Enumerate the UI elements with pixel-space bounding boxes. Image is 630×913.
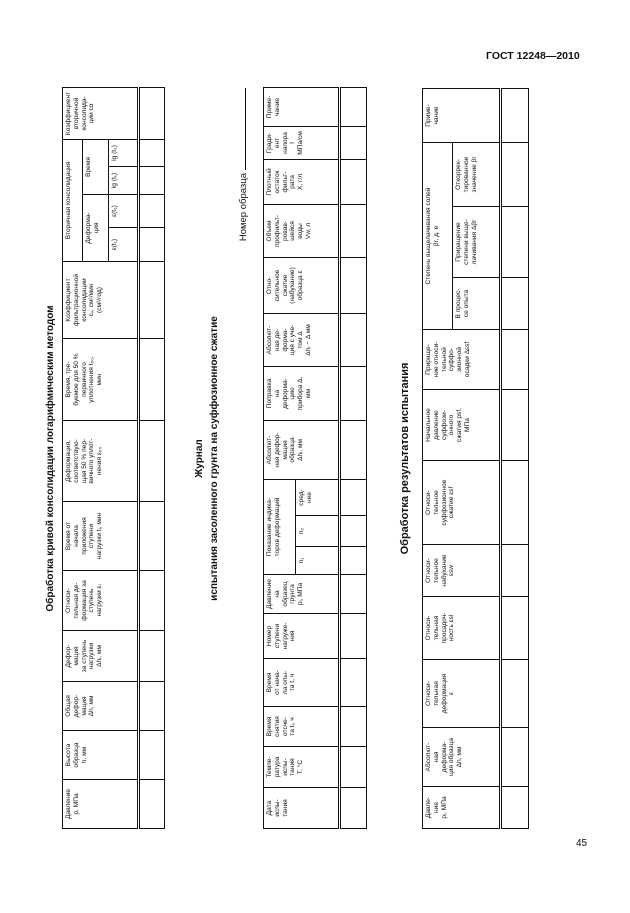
col-eps-t1: ε(t₁) (109, 228, 139, 262)
data-cell (139, 262, 165, 339)
data-cell (340, 479, 367, 515)
data-cell (340, 366, 367, 420)
col-sample-height: Высота образца h, мм (63, 731, 139, 780)
sample-number-label: Номер образца (238, 173, 249, 242)
results-title: Обработка результатов испытания (399, 362, 411, 555)
data-cell (340, 204, 367, 257)
col-note: Приме- чание (423, 88, 501, 142)
col-absolute-deformation: Абсолют- ная дефор- мация образца Δhᵢ, мм (264, 420, 340, 479)
data-cell (501, 461, 529, 545)
col-during-test: В процес- се опыта (453, 278, 501, 330)
sample-number-blank (236, 88, 246, 170)
consolidation-table (62, 87, 165, 829)
data-cell (501, 278, 529, 330)
data-cell (501, 88, 529, 142)
journal-table (263, 87, 367, 829)
col-pressure: Давление p, МПа (63, 780, 139, 829)
data-cell (340, 313, 367, 366)
data-cell (139, 139, 165, 166)
data-cell (340, 659, 367, 707)
col-n1: n₁ (296, 547, 340, 575)
col-lg-t1: lg (t₁) (109, 167, 139, 195)
col-average: сред- нее (296, 479, 340, 515)
journal-subtitle: испытания засоленного грунта на суффозионное сжатие (209, 316, 220, 601)
col-corrected-value: Откоррек- тированное значение βr (453, 142, 501, 206)
col-secondary-coefficient: Коэффициент вторичной консолида- ции cα (63, 87, 139, 139)
data-cell (340, 159, 367, 204)
col-note: Приме- чание (264, 87, 340, 126)
data-cell (139, 571, 165, 631)
data-cell (501, 728, 529, 787)
col-relative-step-deformation: Относи- тельная де- формация за ступень нагрузки εᵢ (63, 571, 139, 631)
col-n2: n₂ (296, 516, 340, 547)
col-dry-residue: Плотный остаток фильт- рата X, г/л (264, 159, 340, 204)
table-row (340, 87, 367, 828)
data-cell (139, 195, 165, 228)
consolidation-table-wrap (62, 88, 165, 829)
table-row (501, 88, 529, 828)
data-cell (340, 747, 367, 788)
col-leaching-increment: Приращение степени выще- лачивания Δβr (453, 207, 501, 278)
col-temperature: Темпе- ратура испы- тания T, °C (264, 747, 340, 788)
data-cell (340, 126, 367, 159)
col-eps-t2: ε(t₂) (109, 195, 139, 228)
data-cell (340, 707, 367, 747)
data-cell (139, 780, 165, 829)
data-cell (501, 660, 529, 728)
col-reading-time: Время снятия отсче- та tᵢ, ч (264, 707, 340, 747)
results-table-wrap (422, 88, 529, 829)
table-row (139, 87, 165, 828)
col-device-correction: Поправка на деформа- цию прибора Δ, мм (264, 366, 340, 420)
col-lg-t2: lg (t₂) (109, 139, 139, 166)
data-cell (340, 614, 367, 659)
data-cell (340, 575, 367, 614)
col-absolute-deformation: Абсолют- ная деформа- ция образца Δh, мм (423, 728, 501, 787)
standard-number: ГОСТ 12248—2010 (486, 50, 580, 62)
data-cell (501, 207, 529, 278)
col-pressure: Давле- ние pᵢ, МПа (423, 787, 501, 829)
sample-number-field (236, 88, 250, 829)
data-cell (340, 516, 367, 547)
data-cell (340, 257, 367, 313)
col-relative-swelling: Относи- тельное набухание εsw (423, 545, 501, 597)
data-cell (139, 228, 165, 262)
col-time-from-load: Время от начала приложения ступени нагрузки tᵢ, мин (63, 502, 139, 571)
col-relative-deformation: Относи- тельная деформация ε (423, 660, 501, 728)
data-cell (139, 339, 165, 421)
data-cell (501, 787, 529, 829)
journal-table-wrap (263, 88, 367, 829)
col-suffosion-settlement-increment: Прираще- ние относи- тельной суффо- зионной осадки Δεsf (423, 330, 501, 390)
col-pressure: Давление на образец грунта pᵢ, МПа (264, 575, 340, 614)
col-suffosion-compression: Относи- тельное суффозионное сжатие εsf (423, 461, 501, 545)
col-initial-suffosion-pressure: Начальное давление суффози- онного сжатия psf, МПа (423, 390, 501, 461)
data-cell (139, 167, 165, 195)
group-deformation: Деформа- ция (83, 195, 109, 262)
data-cell (139, 682, 165, 731)
results-table (422, 88, 529, 829)
data-cell (501, 597, 529, 660)
col-corrected-deformation: Абсолют- ная де- форма- ция с уче- том Δ Δhᵢ − Δ мм (264, 313, 340, 366)
data-cell (340, 788, 367, 829)
data-cell (501, 545, 529, 597)
data-cell (139, 502, 165, 571)
col-relative-subsidence: Относи- тельная просадоч- ность εsl (423, 597, 501, 660)
data-cell (501, 390, 529, 461)
col-filtered-water-volume: Объем профильт- ровав- шейся воды Vw, л (264, 204, 340, 257)
group-time: Время (83, 139, 109, 194)
col-head-gradient: Гради- ент напора I МПа/см (264, 126, 340, 159)
data-cell (139, 87, 165, 139)
data-cell (139, 421, 165, 502)
col-deformation-50: Деформация, соответствую- щая 50 % пер- вичного уплот- нения ε₅₀ (63, 421, 139, 502)
data-cell (501, 330, 529, 390)
col-filtration-coefficient: Коэффициент фильтрационной консолидации cᵥ, см²/мин (см²/год) (63, 262, 139, 339)
group-leaching-degree: Степень выщелачивания солей βr, д. е (423, 142, 453, 329)
data-cell (139, 731, 165, 780)
col-time-50: Время, тре- буемое для 50 % первичного уплотнения t₅₀, мин (63, 339, 139, 421)
col-test-date: Дата испы- тания (264, 788, 340, 829)
journal-title: Журнал (194, 439, 205, 478)
data-cell (340, 420, 367, 479)
col-step-deformation: Дефор- мация за ступень нагрузки Δhᵢ, мм (63, 631, 139, 682)
col-total-deformation: Общая дефор- мация Δh, мм (63, 682, 139, 731)
data-cell (340, 87, 367, 126)
data-cell (139, 631, 165, 682)
col-relative-compression: Отно- сительное сжатие (набухание) образца ε (264, 257, 340, 313)
group-secondary-consolidation: Вторичная консолидация (63, 139, 83, 261)
data-cell (340, 547, 367, 575)
col-elapsed-time: Время от нача- ла опы- та t, ч (264, 659, 340, 707)
page-number: 45 (576, 838, 588, 849)
data-cell (501, 142, 529, 206)
consolidation-title: Обработка кривой консолидации логарифмическим методом (45, 305, 56, 612)
group-indicators: Показание индика- торов деформаций (264, 479, 296, 574)
col-load-step: Номер ступени нагруже- ния (264, 614, 340, 659)
